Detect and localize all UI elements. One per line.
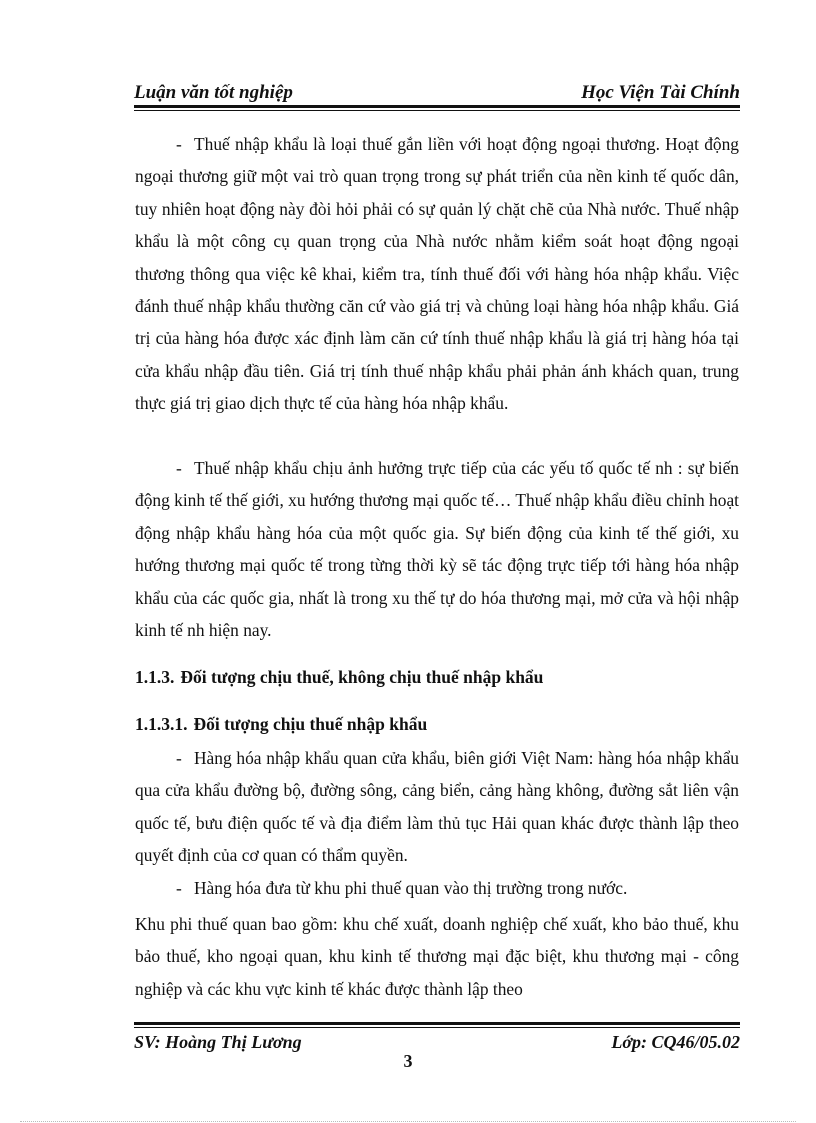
bullet-dash: - bbox=[176, 134, 182, 154]
header-thesis-title: Luận văn tốt nghiệp bbox=[134, 82, 293, 103]
paragraph-4-text: Hàng hóa đưa từ khu phi thuế quan vào thị trường trong nước. bbox=[194, 878, 628, 898]
header-rule-thin bbox=[134, 110, 740, 111]
footer-rule-thin bbox=[134, 1027, 740, 1028]
section-heading-1-1-3 bbox=[135, 667, 543, 688]
paragraph-1 bbox=[135, 128, 739, 420]
section-title: Đối tượng chịu thuế nhập khẩu bbox=[193, 714, 428, 734]
paragraph-2-text: Thuế nhập khẩu chịu ảnh hưởng trực tiếp của các yếu tố quốc tế nh : sự biến động kinh tế thế giới, xu hướng thương mại quốc tế… Thuế nhập khẩu điều chỉnh hoạt động nhập khẩu hàng hóa của một quốc gia. Sự biến động của kinh tế thế giới, xu hướng thương mại quốc tế trong từng thời kỳ sẽ tác động trực tiếp tới hàng hóa nhập khẩu của các quốc gia, nhất là trong xu thế tự do hóa thương mại, mở cửa và hội nhập kinh tế nh hiện nay. bbox=[135, 458, 739, 641]
bullet-dash: - bbox=[176, 458, 182, 478]
section-title: Đối tượng chịu thuế, không chịu thuế nhập khẩu bbox=[180, 667, 544, 687]
footer-student-name: SV: Hoàng Thị Lương bbox=[134, 1032, 302, 1052]
section-number: 1.1.3.1. bbox=[135, 714, 188, 734]
paragraph-5 bbox=[135, 908, 739, 1005]
section-heading-1-1-3-1 bbox=[135, 714, 427, 735]
bullet-dash: - bbox=[176, 748, 182, 768]
paragraph-5-text: Khu phi thuế quan bao gồm: khu chế xuất, doanh nghiệp chế xuất, kho bảo thuế, khu bảo thuế, kho ngoại quan, khu kinh tế thương mại đặc biệt, khu thương mại - công nghiệp và các khu vực kinh tế khác được thành lập theo bbox=[135, 914, 739, 999]
section-number: 1.1.3. bbox=[135, 667, 175, 687]
page-number: 3 bbox=[403, 1051, 413, 1071]
paragraph-3 bbox=[135, 742, 739, 872]
footer-class-code: Lớp: CQ46/05.02 bbox=[611, 1032, 740, 1052]
footer-rule-thick bbox=[134, 1022, 740, 1025]
paragraph-2 bbox=[135, 452, 739, 646]
header-rule-thick bbox=[134, 105, 740, 108]
paragraph-4 bbox=[135, 872, 739, 904]
header-institution: Học Viện Tài Chính bbox=[581, 82, 740, 103]
paragraph-1-text: Thuế nhập khẩu là loại thuế gắn liền với hoạt động ngoại thương. Hoạt động ngoại thương giữ một vai trò quan trọng trong sự phát triển của nền kinh tế quốc dân, tuy nhiên hoạt động này đòi hỏi phải có sự quản lý chặt chẽ của Nhà nước. Thuế nhập khẩu là một công cụ quan trọng của Nhà nước nhằm kiểm soát hoạt động ngoại thương thông qua việc kê khai, kiểm tra, tính thuế đối với hàng hóa nhập khẩu. Việc đánh thuế nhập khẩu thường căn cứ vào giá trị và chủng loại hàng hóa nhập khẩu. Giá trị của hàng hóa được xác định làm căn cứ tính thuế nhập khẩu là giá trị hàng hóa tại cửa khẩu nhập đầu tiên. Giá trị tính thuế nhập khẩu phải phản ánh khách quan, trung thực giá trị giao dịch thực tế của hàng hóa nhập khẩu. bbox=[135, 134, 739, 414]
paragraph-3-text: Hàng hóa nhập khẩu quan cửa khẩu, biên giới Việt Nam: hàng hóa nhập khẩu qua cửa khẩu đường bộ, đường sông, cảng biển, cảng hàng không, đường sắt liên vận quốc tế, bưu điện quốc tế và địa điểm làm thủ tục Hải quan khác được thành lập theo quyết định của cơ quan có thẩm quyền. bbox=[135, 748, 739, 866]
bullet-dash: - bbox=[176, 878, 182, 898]
